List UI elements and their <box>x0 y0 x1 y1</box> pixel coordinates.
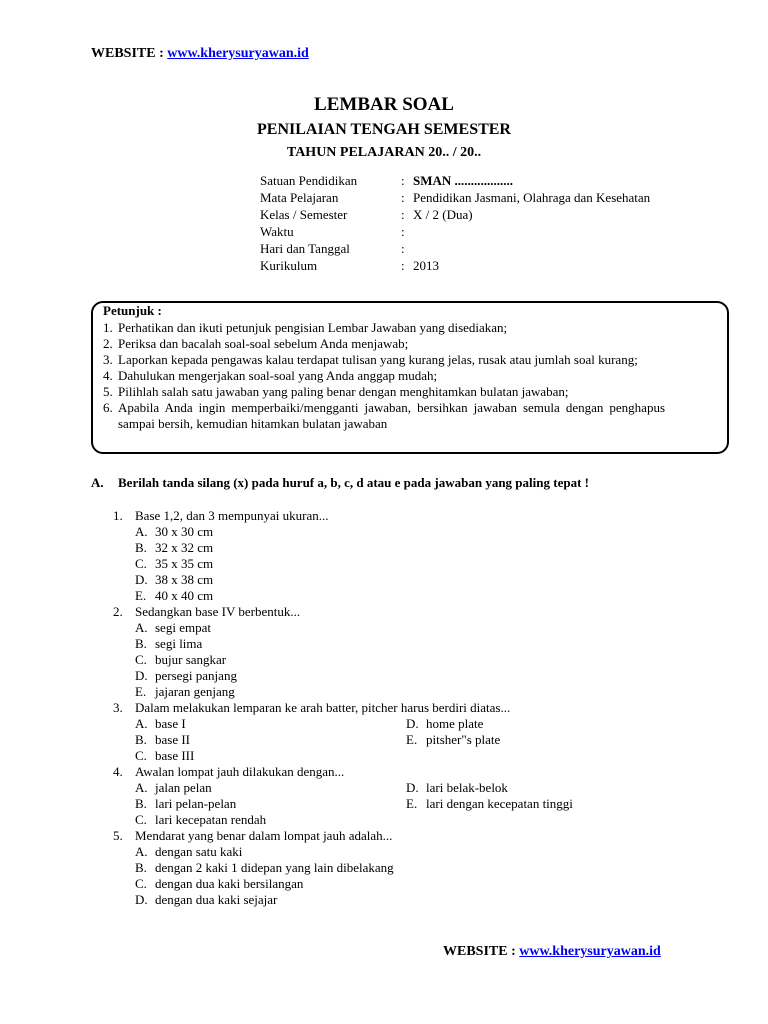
option-letter: D. <box>135 668 148 683</box>
instruction-item <box>103 400 665 432</box>
option-text: 40 x 40 cm <box>155 588 214 603</box>
option-text: lari kecepatan rendah <box>155 812 267 827</box>
option-text: persegi panjang <box>155 668 237 683</box>
option-row <box>113 780 713 796</box>
instruction-number: 2. <box>103 336 113 351</box>
answer-option[interactable] <box>135 780 212 796</box>
option-letter: D. <box>135 892 148 907</box>
option-text: base I <box>155 716 186 731</box>
instruction-text: Dahulukan mengerjakan soal-soal yang Anda anggap mudah; <box>118 368 438 383</box>
option-text: dengan satu kaki <box>155 844 243 859</box>
option-letter: D. <box>406 716 419 731</box>
question-text <box>113 764 713 780</box>
info-label: Hari dan Tanggal <box>260 241 350 256</box>
answer-option[interactable] <box>113 588 713 604</box>
instruction-number: 4. <box>103 368 113 383</box>
document-subtitle: PENILAIAN TENGAH SEMESTER <box>257 121 511 138</box>
option-text: 35 x 35 cm <box>155 556 214 571</box>
option-letter: B. <box>135 860 147 875</box>
question-stem: Awalan lompat jauh dilakukan dengan... <box>135 764 345 779</box>
document-title: LEMBAR SOAL <box>314 94 454 115</box>
instruction-number: 6. <box>103 400 113 415</box>
option-letter: C. <box>135 876 147 891</box>
info-label: Kurikulum <box>260 258 318 273</box>
info-label: Mata Pelajaran <box>260 190 339 205</box>
info-value: SMAN .................. <box>413 173 514 188</box>
option-letter: B. <box>135 540 147 555</box>
info-colon: : <box>401 173 405 188</box>
option-row <box>113 748 713 764</box>
answer-option[interactable] <box>113 668 713 684</box>
info-label: Kelas / Semester <box>260 207 348 222</box>
option-letter: B. <box>135 636 147 651</box>
answer-option[interactable] <box>113 652 713 668</box>
option-text: base II <box>155 732 191 747</box>
option-letter: A. <box>135 524 148 539</box>
instruction-number: 5. <box>103 384 113 399</box>
instruction-item <box>103 320 665 336</box>
info-label: Satuan Pendidikan <box>260 173 358 188</box>
option-letter: E. <box>406 732 418 747</box>
answer-option[interactable] <box>113 540 713 556</box>
website-label: WEBSITE : <box>91 46 168 61</box>
option-text: dengan 2 kaki 1 didepan yang lain dibelakang <box>155 860 394 875</box>
info-value: 2013 <box>413 258 439 273</box>
answer-option[interactable] <box>135 716 186 732</box>
question-number: 5. <box>113 828 123 843</box>
instruction-text: Perhatikan dan ikuti petunjuk pengisian Lembar Jawaban yang disediakan; <box>118 320 508 335</box>
info-value: Pendidikan Jasmani, Olahraga dan Kesehatan <box>413 190 651 205</box>
section-instruction: Berilah tanda silang (x) pada huruf a, b, c, d atau e pada jawaban yang paling tepat ! <box>118 475 589 490</box>
info-colon: : <box>401 190 405 205</box>
instruction-text: Periksa dan bacalah soal-soal sebelum Anda menjawab; <box>118 336 409 351</box>
option-letter: E. <box>135 684 147 699</box>
question-text <box>113 604 713 620</box>
option-row <box>113 812 713 828</box>
website-footer <box>443 944 661 960</box>
option-letter: A. <box>135 716 148 731</box>
question-stem: Sedangkan base IV berbentuk... <box>135 604 301 619</box>
option-text: lari pelan-pelan <box>155 796 237 811</box>
option-letter: B. <box>135 796 147 811</box>
question-number: 2. <box>113 604 123 619</box>
option-text: dengan dua kaki bersilangan <box>155 876 304 891</box>
instruction-item <box>103 352 665 368</box>
question-item <box>113 828 713 908</box>
question-number: 1. <box>113 508 123 523</box>
answer-option[interactable] <box>406 732 500 748</box>
answer-option[interactable] <box>406 716 483 732</box>
option-text: 30 x 30 cm <box>155 524 214 539</box>
answer-option[interactable] <box>113 876 713 892</box>
info-value: X / 2 (Dua) <box>413 207 473 222</box>
option-letter: D. <box>406 780 419 795</box>
instruction-item <box>103 368 665 384</box>
question-number: 3. <box>113 700 123 715</box>
option-letter: C. <box>135 652 147 667</box>
question-item <box>113 700 713 764</box>
option-text: base III <box>155 748 195 763</box>
instruction-item <box>103 384 665 400</box>
website-header <box>91 46 309 62</box>
option-letter: C. <box>135 812 147 827</box>
option-letter: C. <box>135 556 147 571</box>
question-stem: Dalam melakukan lemparan ke arah batter, pitcher harus berdiri diatas... <box>135 700 511 715</box>
question-stem: Base 1,2, dan 3 mempunyai ukuran... <box>135 508 329 523</box>
answer-option[interactable] <box>113 892 713 908</box>
website-label: WEBSITE : <box>443 944 520 959</box>
question-number: 4. <box>113 764 123 779</box>
answer-option[interactable] <box>113 636 713 652</box>
option-row <box>113 732 713 748</box>
answer-option[interactable] <box>113 844 713 860</box>
answer-option[interactable] <box>113 684 713 700</box>
info-colon: : <box>401 258 405 273</box>
option-letter: C. <box>135 748 147 763</box>
instruction-number: 3. <box>103 352 113 367</box>
option-text: jalan pelan <box>155 780 212 795</box>
instruction-item <box>103 336 665 352</box>
answer-option[interactable] <box>135 732 190 748</box>
option-text: segi empat <box>155 620 211 635</box>
option-text: dengan dua kaki sejajar <box>155 892 278 907</box>
instructions-title: Petunjuk : <box>103 303 162 318</box>
question-text <box>113 700 713 716</box>
option-text: jajaran genjang <box>155 684 235 699</box>
question-item <box>113 764 713 828</box>
section-a-heading <box>91 475 589 491</box>
instruction-text: Pilihlah salah satu jawaban yang paling benar dengan menghitamkan bulatan jawaban; <box>118 384 569 399</box>
academic-year: TAHUN PELAJARAN 20.. / 20.. <box>286 145 482 160</box>
question-text <box>113 828 713 844</box>
answer-option[interactable] <box>113 524 713 540</box>
answer-option[interactable] <box>135 748 194 764</box>
option-letter: E. <box>135 588 147 603</box>
option-text: lari dengan kecepatan tinggi <box>426 796 573 811</box>
question-list <box>113 508 713 908</box>
option-text: pitsher"s plate <box>426 732 501 747</box>
question-item <box>113 604 713 700</box>
instructions-list <box>103 320 665 432</box>
option-letter: B. <box>135 732 147 747</box>
section-letter: A. <box>91 475 104 490</box>
answer-option[interactable] <box>135 812 266 828</box>
instruction-text: Laporkan kepada pengawas kalau terdapat tulisan yang kurang jelas, rusak atau jumlah soal kurang; <box>118 352 638 367</box>
answer-option[interactable] <box>113 620 713 636</box>
answer-option[interactable] <box>113 556 713 572</box>
question-item <box>113 508 713 604</box>
option-row <box>113 796 713 812</box>
answer-option[interactable] <box>406 796 573 812</box>
answer-option[interactable] <box>406 780 508 796</box>
question-stem: Mendarat yang benar dalam lompat jauh adalah... <box>135 828 393 843</box>
website-link[interactable]: www.kherysuryawan.id <box>167 46 309 61</box>
answer-option[interactable] <box>135 796 236 812</box>
info-label: Waktu <box>260 224 294 239</box>
option-text: home plate <box>426 716 484 731</box>
info-colon: : <box>401 224 405 239</box>
option-text: lari belak-belok <box>426 780 508 795</box>
option-text: 38 x 38 cm <box>155 572 214 587</box>
instruction-number: 1. <box>103 320 113 335</box>
option-text: 32 x 32 cm <box>155 540 214 555</box>
question-text <box>113 508 713 524</box>
option-row <box>113 716 713 732</box>
option-text: bujur sangkar <box>155 652 227 667</box>
option-letter: D. <box>135 572 148 587</box>
option-letter: E. <box>406 796 418 811</box>
answer-option[interactable] <box>113 572 713 588</box>
option-letter: A. <box>135 620 148 635</box>
instruction-text: Apabila Anda ingin memperbaiki/mengganti jawaban, bersihkan jawaban semula dengan penghapus sampai bersih, kemudian hitamkan bulatan jawaban <box>118 400 665 431</box>
info-colon: : <box>401 241 405 256</box>
option-letter: A. <box>135 780 148 795</box>
option-text: segi lima <box>155 636 203 651</box>
option-letter: A. <box>135 844 148 859</box>
answer-option[interactable] <box>113 860 713 876</box>
website-link[interactable]: www.kherysuryawan.id <box>519 944 661 959</box>
info-colon: : <box>401 207 405 222</box>
